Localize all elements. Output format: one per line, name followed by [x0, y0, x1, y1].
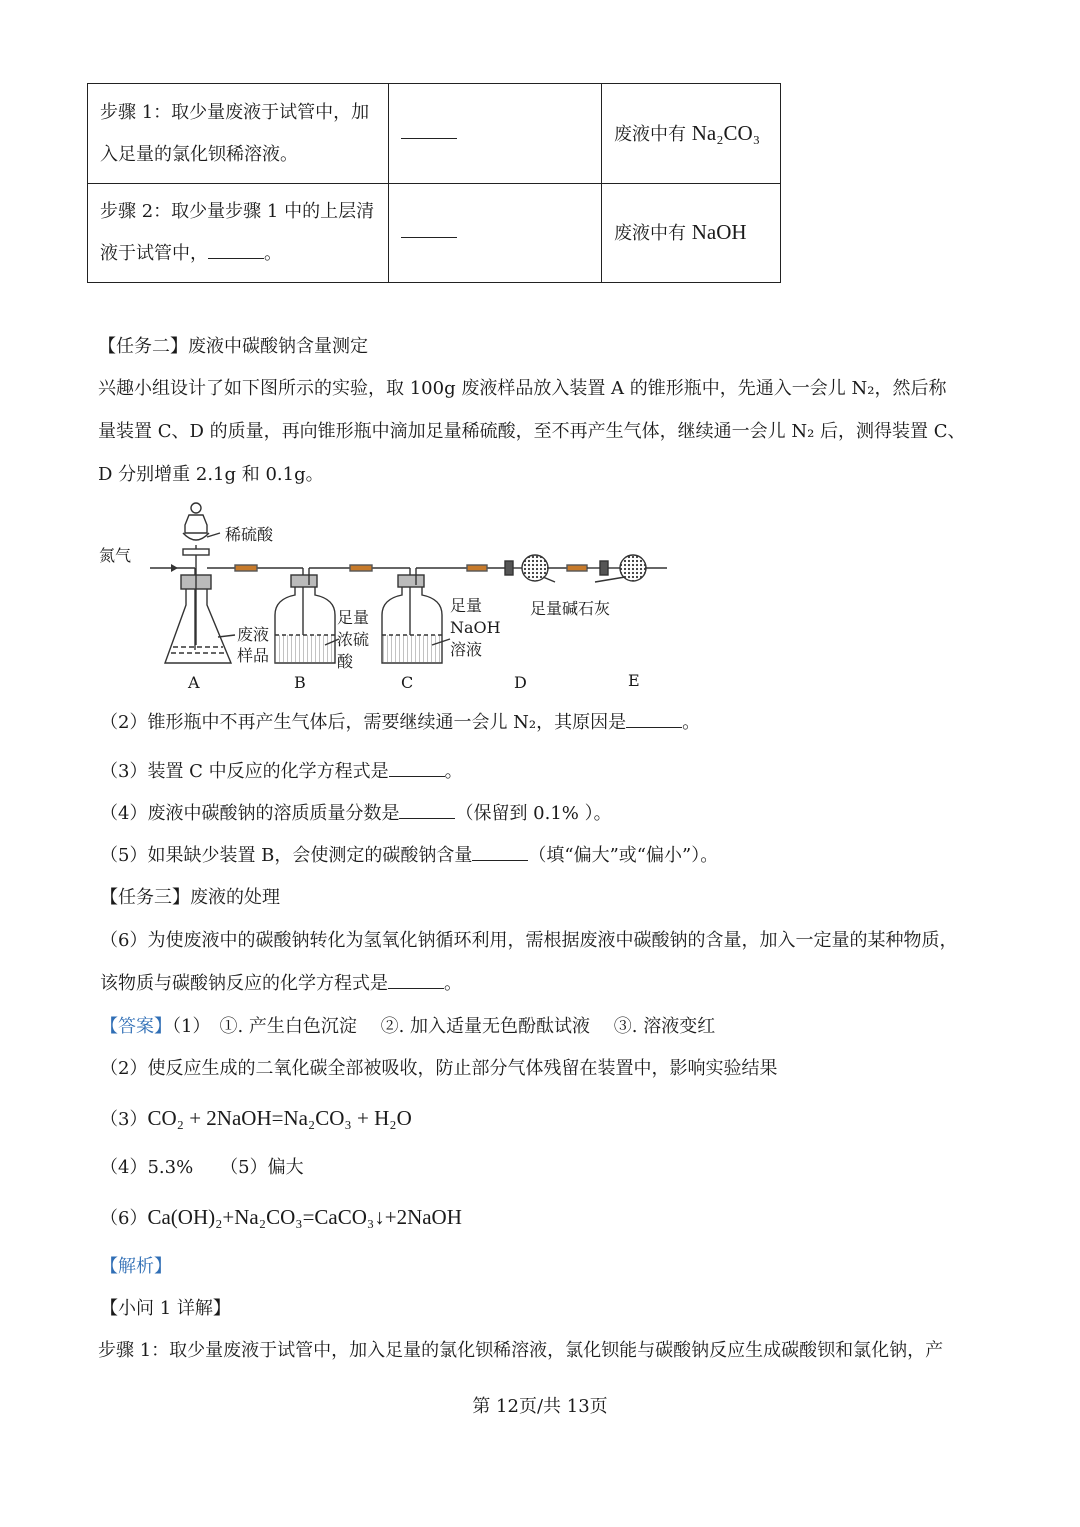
conclusion-formula: Na₂CO₃ — [691, 120, 761, 145]
question-5: （5）如果缺少装置 B，会使测定的碳酸钠含量 （填“偏大”或“偏小”）。 — [100, 835, 718, 877]
label-waste: 样品 — [237, 646, 270, 665]
step-line: 步骤 1：取少量废液于试管中，加 — [100, 101, 370, 123]
answer-blank — [626, 709, 682, 728]
step-cell — [88, 184, 389, 283]
phenomenon-cell — [389, 84, 602, 184]
label-naoh: NaOH — [450, 618, 501, 637]
answer-blank — [389, 758, 445, 777]
label-conc-acid: 浓硫 — [337, 630, 370, 649]
conclusion-cell — [602, 184, 781, 283]
conclusion-prefix: 废液中有 — [614, 223, 692, 244]
question-6: （6）为使废液中的碳酸钠转化为氢氧化钠循环利用，需根据废液中碳酸钠的含量，加入一定量的某种物质， — [100, 930, 958, 951]
phenomenon-cell — [389, 184, 602, 283]
label-naoh: 足量 — [450, 596, 483, 615]
question-4: （4）废液中碳酸钠的溶质质量分数是 （保留到 0.1% ）。 — [100, 793, 612, 835]
task2-paragraph: D 分别增重 2.1g 和 0.1g。 — [98, 464, 324, 485]
task3-heading: 【任务三】废液的处理 — [100, 887, 280, 908]
answer-blank — [399, 800, 455, 819]
answer-4-5: （4）5.3% （5）偏大 — [100, 1157, 304, 1178]
label-waste: 废液 — [237, 625, 270, 644]
conclusion-prefix: 废液中有 — [614, 123, 692, 145]
label-soda-lime: 足量碱石灰 — [530, 599, 611, 618]
task2-paragraph: 兴趣小组设计了如下图所示的实验，取 100g 废液样品放入装置 A 的锥形瓶中，先通入一会儿 N₂，然后称 — [98, 378, 947, 399]
label-a: A — [188, 673, 200, 692]
bottle-c — [382, 575, 442, 663]
answer-6: （6）Ca(OH)₂+Na₂CO₃=CaCO₃↓+2NaOH — [100, 1205, 462, 1229]
step-cell — [88, 84, 389, 184]
answer-tag: 【答案】 — [100, 1016, 172, 1037]
answer-blank — [401, 217, 457, 238]
answer-3: （3）CO₂ + 2NaOH=Na₂CO₃ + H₂O — [100, 1106, 412, 1130]
label-naoh: 溶液 — [450, 640, 483, 659]
label-c: C — [401, 673, 414, 692]
page-number: 第 12页/共 13页 — [472, 1396, 608, 1417]
drying-tube-e — [600, 555, 667, 581]
conclusion-cell — [602, 84, 781, 184]
step-line: 入足量的氯化钡稀溶液。 — [100, 143, 298, 165]
table-row — [88, 84, 781, 184]
experiment-table — [87, 83, 781, 283]
conclusion-formula: NaOH — [691, 220, 747, 244]
answer-blank — [208, 238, 264, 259]
answer-2: （2）使反应生成的二氧化碳全部被吸收，防止部分气体残留在装置中，影响实验结果 — [100, 1058, 778, 1079]
bottle-b — [275, 575, 335, 663]
step-line: 步骤 2：取少量步骤 1 中的上层清 — [100, 201, 375, 222]
answer-blank — [388, 970, 444, 989]
flask-a — [165, 575, 231, 663]
label-conc-acid: 足量 — [337, 608, 370, 627]
separatory-funnel — [183, 503, 209, 645]
analysis-subheading: 【小问 1 详解】 — [100, 1298, 231, 1319]
analysis-text: 步骤 1：取少量废液于试管中，加入足量的氯化钡稀溶液，氯化钡能与碳酸钠反应生成碳酸钡和氯化钠，产 — [98, 1340, 944, 1361]
task2-heading: 【任务二】废液中碳酸钠含量测定 — [98, 336, 368, 357]
answer-1: 【答案】（1） ①. 产生白色沉淀 ②. 加入适量无色酚酞试液 ③. 溶液变红 — [100, 1016, 716, 1037]
label-b: B — [294, 673, 306, 692]
question-2: （2）锥形瓶中不再产生气体后，需要继续通一会儿 N₂，其原因是 。 — [100, 702, 700, 744]
answer-blank — [472, 842, 528, 861]
drying-tube-d — [505, 555, 600, 581]
apparatus-diagram — [95, 495, 680, 695]
analysis-tag: 【解析】 — [100, 1256, 172, 1277]
equation: Ca(OH)₂+Na₂CO₃=CaCO₃↓+2NaOH — [147, 1205, 462, 1229]
label-dilute-acid: 稀硫酸 — [225, 525, 274, 544]
table-row — [88, 184, 781, 283]
label-conc-acid: 酸 — [337, 652, 354, 671]
equation: CO₂ + 2NaOH=Na₂CO₃ + H₂O — [147, 1106, 412, 1130]
step-line: 液于试管中， 。 — [100, 233, 376, 275]
label-d: D — [514, 673, 527, 692]
label-nitrogen: 氮气 — [99, 546, 132, 565]
label-e: E — [628, 671, 640, 690]
answer-blank — [401, 118, 457, 139]
question-3: （3）装置 C 中反应的化学方程式是 。 — [100, 751, 463, 793]
question-6-cont: 该物质与碳酸钠反应的化学方程式是 。 — [100, 963, 462, 1005]
task2-paragraph: 量装置 C、D 的质量，再向锥形瓶中滴加足量稀硫酸，至不再产生气体，继续通一会儿 N₂ 后，测得装置 C、 — [98, 421, 966, 442]
